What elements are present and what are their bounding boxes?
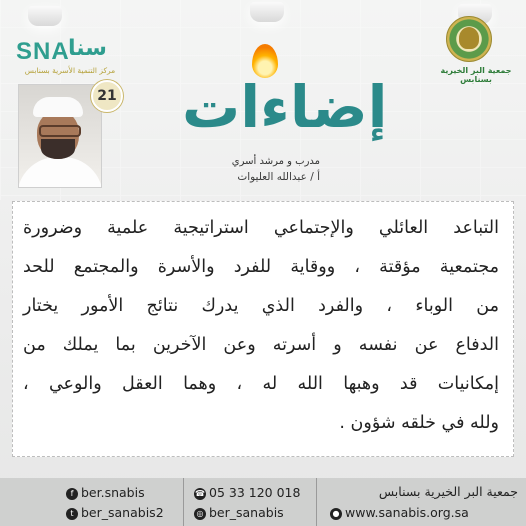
body-line: ولله في خلقه شؤون . (339, 413, 499, 433)
instagram-link[interactable] (194, 505, 284, 520)
sna-logo-arabic: سنا (68, 36, 107, 61)
twitter-link[interactable] (66, 505, 164, 520)
sna-logo-text: SNA (16, 38, 70, 65)
instagram-icon: ◎ (194, 508, 206, 520)
author-role: مدرب و مرشد أسري (231, 156, 320, 167)
facebook-handle: ber.snabis (81, 485, 145, 500)
facebook-link[interactable] (66, 485, 145, 500)
sna-logo-subtitle: مركز التنمية الأسرية بسنابس (24, 66, 116, 75)
facebook-icon: f (66, 488, 78, 500)
author-name: أ / عبدالله العليوات (237, 171, 320, 183)
body-line: من الوباء ، والفرد الذي يدرك نتائج الأمور يختار (23, 296, 499, 316)
divider (183, 478, 185, 526)
instagram-handle: ber_sanabis (209, 505, 284, 520)
body-line: إمكانيات قد وهبها الله له ، وهما العقل والوعي ، (23, 374, 499, 394)
globe-icon: ● (330, 508, 342, 520)
author-photo (18, 84, 102, 188)
phone-link[interactable] (194, 485, 300, 500)
body-line: التباعد العائلي والإجتماعي استراتيجية علمية وضرورة (23, 218, 499, 238)
ceiling-lamp (250, 2, 284, 22)
phone-icon: ☎ (195, 488, 205, 498)
website-url: www.sanabis.org.sa (345, 505, 469, 520)
twitter-icon: t (66, 508, 78, 520)
body-line: الدفاع عن نفسه و أسرته وعن الآخرين بما يملك من (23, 335, 499, 355)
body-line: مجتمعية مؤقتة ، ووقاية للفرد والأسرة والمجتمع للحد (23, 257, 499, 277)
charity-logo (432, 16, 522, 82)
divider (316, 478, 318, 526)
charity-emblem-icon (446, 16, 492, 62)
episode-number-badge: 21 (91, 80, 123, 112)
charity-name: جمعية البر الخيرية بسنابس (440, 66, 512, 84)
footer-org-name: جمعية البر الخيرية بسنابس (378, 484, 518, 499)
phone-number: 05 33 120 018 (209, 485, 301, 500)
text-card (12, 201, 514, 457)
footer (0, 478, 526, 526)
twitter-handle: ber_sanabis2 (81, 505, 164, 520)
sna-logo (16, 20, 120, 82)
page-title: إضاءات (182, 73, 388, 141)
website-link[interactable] (330, 505, 469, 520)
